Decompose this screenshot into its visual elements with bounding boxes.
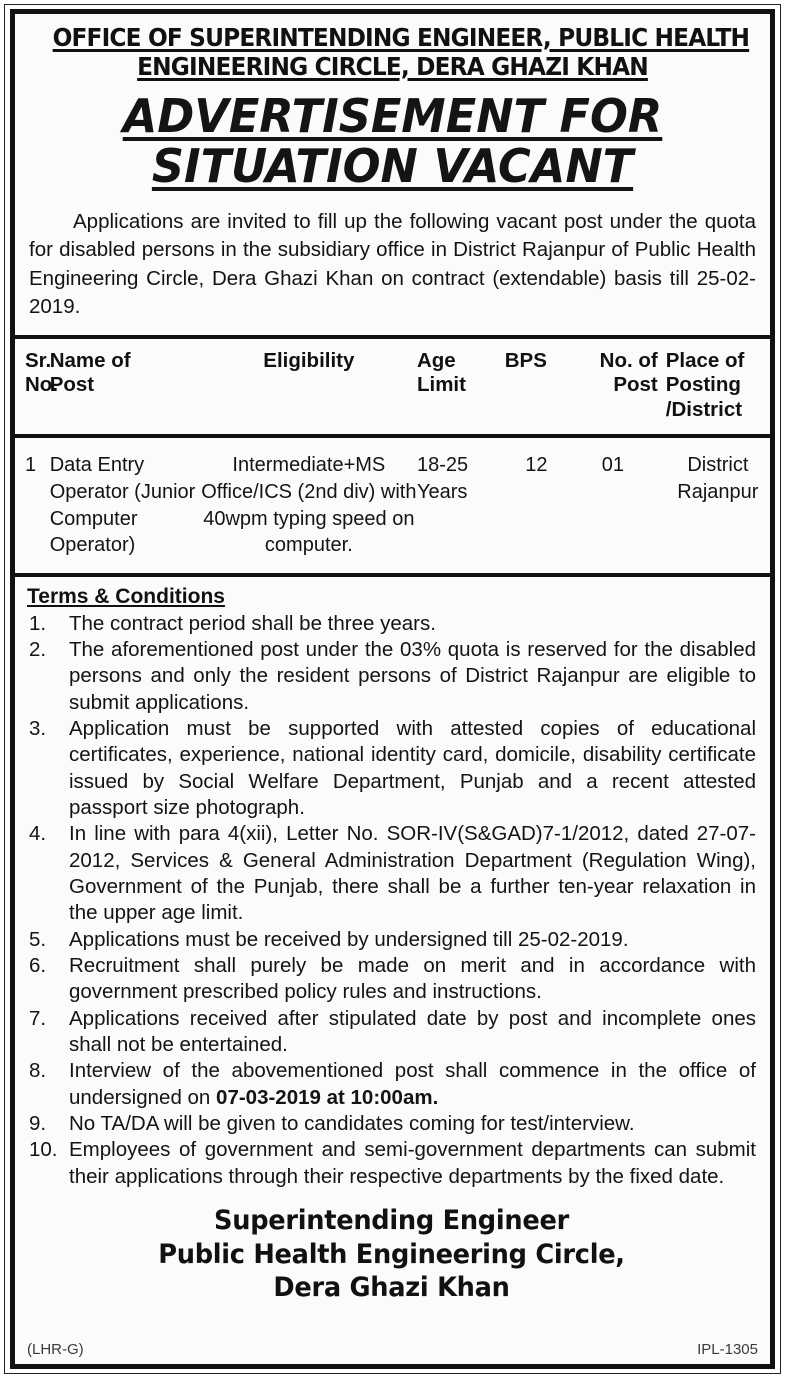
- term-number: 10.: [29, 1138, 58, 1162]
- term-item: [27, 927, 756, 953]
- vacancy-table: [15, 339, 770, 435]
- header-age-line-1: Age: [416, 348, 456, 372]
- title-line-1: ADVERTISEMENT FOR: [122, 89, 663, 143]
- term-number: 8.: [29, 1059, 47, 1083]
- table-header-row: [15, 339, 770, 435]
- footer-right-code: IPL-1305: [697, 1341, 758, 1358]
- header-place-line-2: Posting: [665, 373, 741, 397]
- header-eligibility: Eligibility: [263, 348, 355, 372]
- term-text: Applications received after stipulated date by post and incomplete ones shall not be entertained.: [69, 1006, 756, 1057]
- term-number: 5.: [29, 927, 47, 951]
- header-no-of-post: [568, 339, 658, 435]
- terms-heading: Terms & Conditions: [27, 584, 225, 608]
- header-bps: BPS: [504, 348, 547, 372]
- header-age-line-2: Limit: [416, 373, 466, 397]
- cell-no-of-post: 01: [601, 454, 624, 477]
- footer-left-code: (LHR-G): [27, 1341, 84, 1358]
- cell-eligibility: Intermediate+MS Office/ICS (2nd div) with 40wpm typing speed on computer.: [201, 454, 417, 557]
- table-row: [15, 438, 770, 572]
- header-place-line-1: Place of: [665, 348, 745, 372]
- advertisement-box: [10, 9, 775, 1369]
- term-text: Recruitment shall purely be made on merit and in accordance with government prescribed policy rules and instructions.: [69, 954, 756, 1004]
- term-number: 3.: [29, 717, 47, 741]
- term-item: [27, 953, 756, 1006]
- advertisement-title: [15, 83, 770, 195]
- term-text: Applications must be received by undersigned till 25-02-2019.: [69, 927, 629, 951]
- vacancy-table-body: [15, 438, 770, 572]
- term-item: [27, 611, 756, 637]
- signature-block: [27, 1190, 756, 1310]
- cell-name-of-post: Data Entry Operator (Junior Computer Operator): [49, 454, 196, 557]
- intro-paragraph: Applications are invited to fill up the following vacant post under the quota for disabled persons in the subsidiary office in District Rajanpur of Public Health Engineering Circle, Dera Ghazi Khan on contract (extendable) basis till 25-02-2019.: [29, 210, 756, 318]
- terms-section: [15, 577, 770, 1337]
- header-place-of-posting: [658, 339, 770, 435]
- term-text: Application must be supported with attested copies of educational certificates, experience, national identity card, domicile, disability certificate issued by Social Welfare Department, Punjab and a recent attested passport size photograph.: [69, 717, 756, 820]
- header-name-line-2: Post: [49, 373, 95, 397]
- header-nop-line-1: No. of: [599, 348, 658, 372]
- term-item: [27, 637, 756, 716]
- header-place-line-3: /District: [665, 397, 743, 421]
- term-item: [27, 1006, 756, 1059]
- term-item: [27, 716, 756, 821]
- signature-line-3: Dera Ghazi Khan: [273, 1271, 510, 1303]
- cell-place-of-posting: District Rajanpur: [677, 454, 759, 504]
- term-item: [27, 1111, 756, 1137]
- term-number: 6.: [29, 954, 47, 978]
- header-sr-no: [15, 339, 59, 435]
- term-number: 4.: [29, 822, 47, 846]
- header-sr-no-line-1: Sr.: [25, 348, 52, 372]
- header-nop-line-2: Post: [613, 373, 658, 397]
- signature-line-1: Superintending Engineer: [214, 1205, 569, 1237]
- header-name-line-1: Name of: [49, 348, 131, 372]
- term-text: Interview of the abovementioned post shall commence in the office of undersigned on: [69, 1059, 756, 1109]
- office-header-line-1: OFFICE OF SUPERINTENDING ENGINEER, PUBLIC HEALTH: [52, 23, 750, 52]
- signature-line-2: Public Health Engineering Circle,: [158, 1238, 625, 1270]
- office-header: [15, 14, 770, 83]
- header-name-of-post: [50, 339, 201, 435]
- cell-bps: 12: [525, 454, 548, 477]
- term-item: [27, 1137, 756, 1190]
- term-text: Employees of government and semi-government departments can submit their applications through their respective departments by the fixed date.: [69, 1138, 756, 1188]
- terms-list: [27, 611, 756, 1190]
- term-text: In line with para 4(xii), Letter No. SOR-IV(S&GAD)7-1/2012, dated 27-07-2012, Services & General Administration Department (Regulation Wing), Government of the Punjab, there shall be a further ten-year relaxation in the upper age limit.: [69, 822, 756, 925]
- term-number: 1.: [29, 611, 47, 635]
- term-item: [27, 1058, 756, 1111]
- term-text: The aforementioned post under the 03% quota is reserved for the disabled persons and only the resident persons of District Rajanpur are eligible to submit applications.: [69, 638, 756, 714]
- header-age-limit: [417, 339, 505, 435]
- cell-sr-no: 1: [25, 454, 37, 477]
- title-line-2: SITUATION VACANT: [151, 138, 634, 193]
- footer: [15, 1337, 770, 1364]
- cell-age-limit: 18-25 Years: [416, 454, 469, 504]
- term-text: The contract period shall be three years.: [69, 611, 436, 635]
- term-item: [27, 821, 756, 926]
- term-number: 2.: [29, 638, 47, 662]
- office-header-line-2: ENGINEERING CIRCLE, DERA GHAZI KHAN: [137, 52, 648, 81]
- term-number: 9.: [29, 1112, 47, 1136]
- term-text: No TA/DA will be given to candidates coming for test/interview.: [69, 1112, 635, 1136]
- header-sr-no-line-2: No.: [25, 373, 59, 397]
- term-number: 7.: [29, 1006, 47, 1030]
- term-emphasis: 07-03-2019 at 10:00am.: [216, 1085, 439, 1109]
